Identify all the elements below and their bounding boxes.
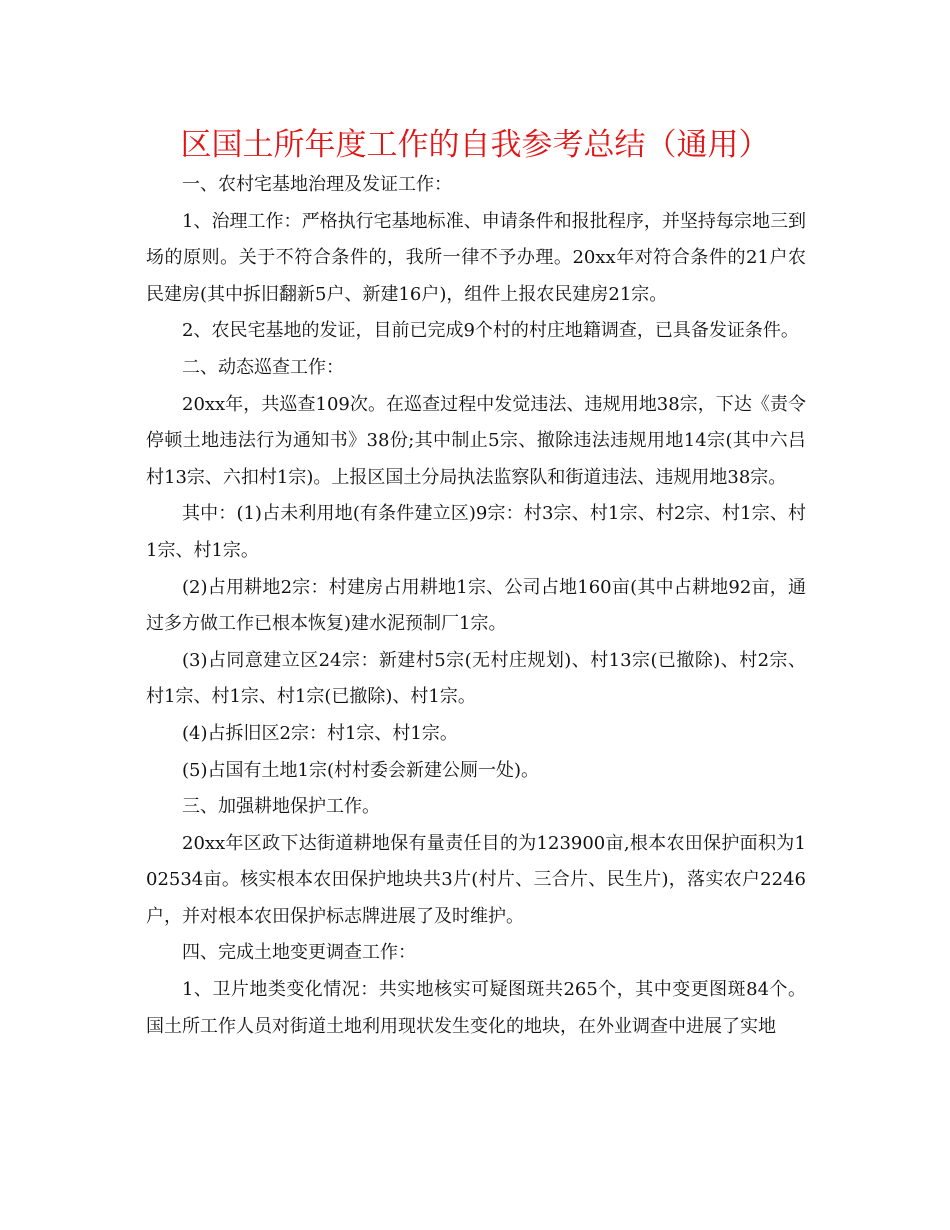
paragraph-farmland-protection: 20xx年区政下达街道耕地保有量责任目的为123900亩,根本农田保护面积为102534亩。核实根本农田保护地块共3片(村片、三合片、民生片)，落实农户2246户，并对根本农田保护标志牌进展了及时维护。 xyxy=(146,832,806,927)
paragraph-item-2: (2)占用耕地2宗：村建房占用耕地1宗、公司占地160亩(其中占耕地92亩，通过多方做工作已根本恢复)建水泥预制厂1宗。 xyxy=(146,576,806,635)
section-heading-patrol: 二、动态巡查工作： xyxy=(182,356,344,378)
section-heading-land-survey: 四、完成土地变更调查工作： xyxy=(182,942,416,964)
document-title: 区国土所年度工作的自我参考总结（通用） xyxy=(180,127,770,163)
document-body xyxy=(146,167,806,1045)
section-heading-farmland: 三、加强耕地保护工作。 xyxy=(182,796,380,818)
section-heading-homestead: 一、农村宅基地治理及发证工作： xyxy=(182,174,452,195)
paragraph-land-change: 1、卫片地类变化情况：共实地核实可疑图斑共265个，其中变更图斑84个。国土所工作人员对街道土地利用现状发生变化的地块，在外业调查中进展了实地 xyxy=(146,979,806,1037)
paragraph-item-4: (4)占拆旧区2宗：村1宗、村1宗。 xyxy=(182,722,458,744)
paragraph-item-1: 其中：(1)占未利用地(有条件建立区)9宗：村3宗、村1宗、村2宗、村1宗、村1宗、村1宗。 xyxy=(146,503,806,561)
paragraph-item-3: (3)占同意建立区24宗：新建村5宗(无村庄规划)、村13宗(已撤除)、村2宗、村1宗、村1宗、村1宗(已撤除)、村1宗。 xyxy=(146,649,807,708)
paragraph-patrol-summary: 20xx年，共巡查109次。在巡查过程中发觉违法、违规用地38宗，下达《责令停顿土地违法行为通知书》38份;其中制止5宗、撤除违法违规用地14宗(其中六吕村13宗、六扣村1宗)。上报区国土分局执法监察队和街道违法、违规用地38宗。 xyxy=(146,393,806,488)
paragraph-governance-work: 1、治理工作：严格执行宅基地标准、申请条件和报批程序，并坚持每宗地三到场的原则。关于不符合条件的，我所一律不予办理。20xx年对符合条件的21户农民建房(其中拆旧翻新5户、新建16户)，组件上报农民建房21宗。 xyxy=(146,210,806,305)
paragraph-homestead-certification: 2、农民宅基地的发证，目前已完成9个村的村庄地籍调查，已具备发证条件。 xyxy=(182,320,799,342)
paragraph-item-5: (5)占国有土地1宗(村村委会新建公厕一处)。 xyxy=(182,759,539,781)
